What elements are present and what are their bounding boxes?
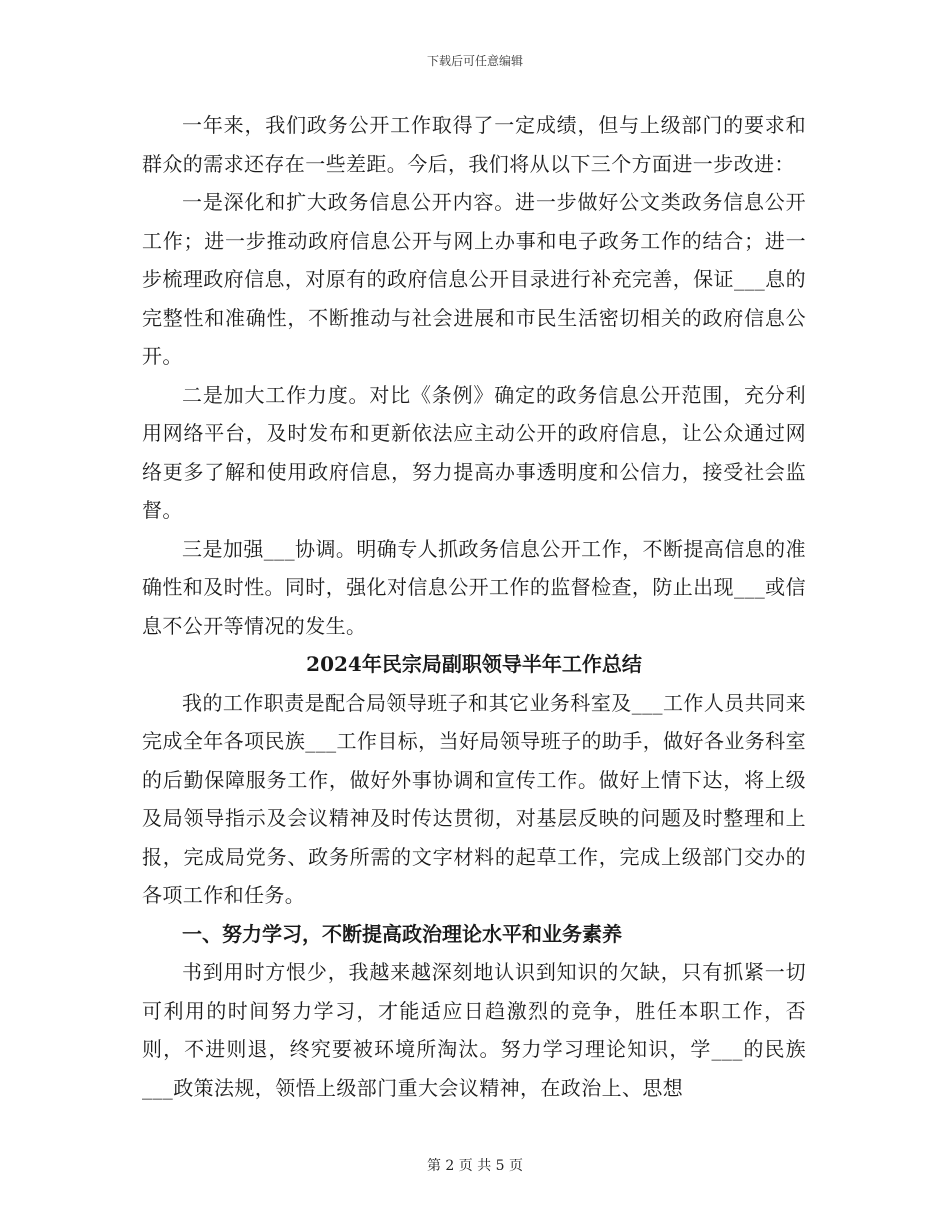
document-title: 2024年民宗局副职领导半年工作总结: [306, 652, 642, 676]
paragraph-point-three: 三是加强___协调。明确专人抓政务信息公开工作，不断提高信息的准确性和及时性。同时，强化对信息公开工作的监督检查，防止出现___或信息不公开等情况的发生。: [142, 536, 806, 638]
paragraph-point-two: 二是加大工作力度。对比《条例》确定的政务信息公开范围，充分利用网络平台，及时发布和更新依法应主动公开的政府信息，让公众通过网络更多了解和使用政府信息，努力提高办事透明度和公信力，接受社会监督。: [142, 382, 806, 522]
paragraph-intro: 我的工作职责是配合局领导班子和其它业务科室及___工作人员共同来完成全年各项民族___工作目标，当好局领导班子的助手，做好各业务科室的后勤保障服务工作，做好外事协调和宣传工作。做好上情下达，将上级及局领导指示及会议精神及时传达贯彻，对基层反映的问题及时整理和上报，完成局党务、政务所需的文字材料的起草工作，完成上级部门交办的各项工作和任务。: [142, 690, 806, 907]
page-footer: 第 2 页 共 5 页: [426, 1158, 524, 1174]
document-body: [142, 106, 806, 1107]
paragraph-point-one: 一是深化和扩大政务信息公开内容。进一步做好公文类政务信息公开工作；进一步推动政府信息公开与网上办事和电子政务工作的结合；进一步梳理政府信息，对原有的政府信息公开目录进行补充完善，保证___息的完整性和准确性，不断推动与社会进展和市民生活密切相关的政府信息公开。: [142, 190, 806, 368]
paragraph-summary: 一年来，我们政务公开工作取得了一定成绩，但与上级部门的要求和群众的需求还存在一些差距。今后，我们将从以下三个方面进一步改进：: [142, 113, 806, 176]
page-header: 下载后可任意编辑: [426, 54, 523, 68]
section-heading-1: 一、努力学习，不断提高政治理论水平和业务素养: [182, 921, 622, 946]
paragraph-section-1: 书到用时方恨少，我越来越深刻地认识到知识的欠缺，只有抓紧一切可利用的时间努力学习，才能适应日趋激烈的竞争，胜任本职工作，否则，不进则退，终究要被环境所淘汰。努力学习理论知识，学___的民族___政策法规，领悟上级部门重大会议精神，在政治上、思想: [142, 960, 806, 1100]
